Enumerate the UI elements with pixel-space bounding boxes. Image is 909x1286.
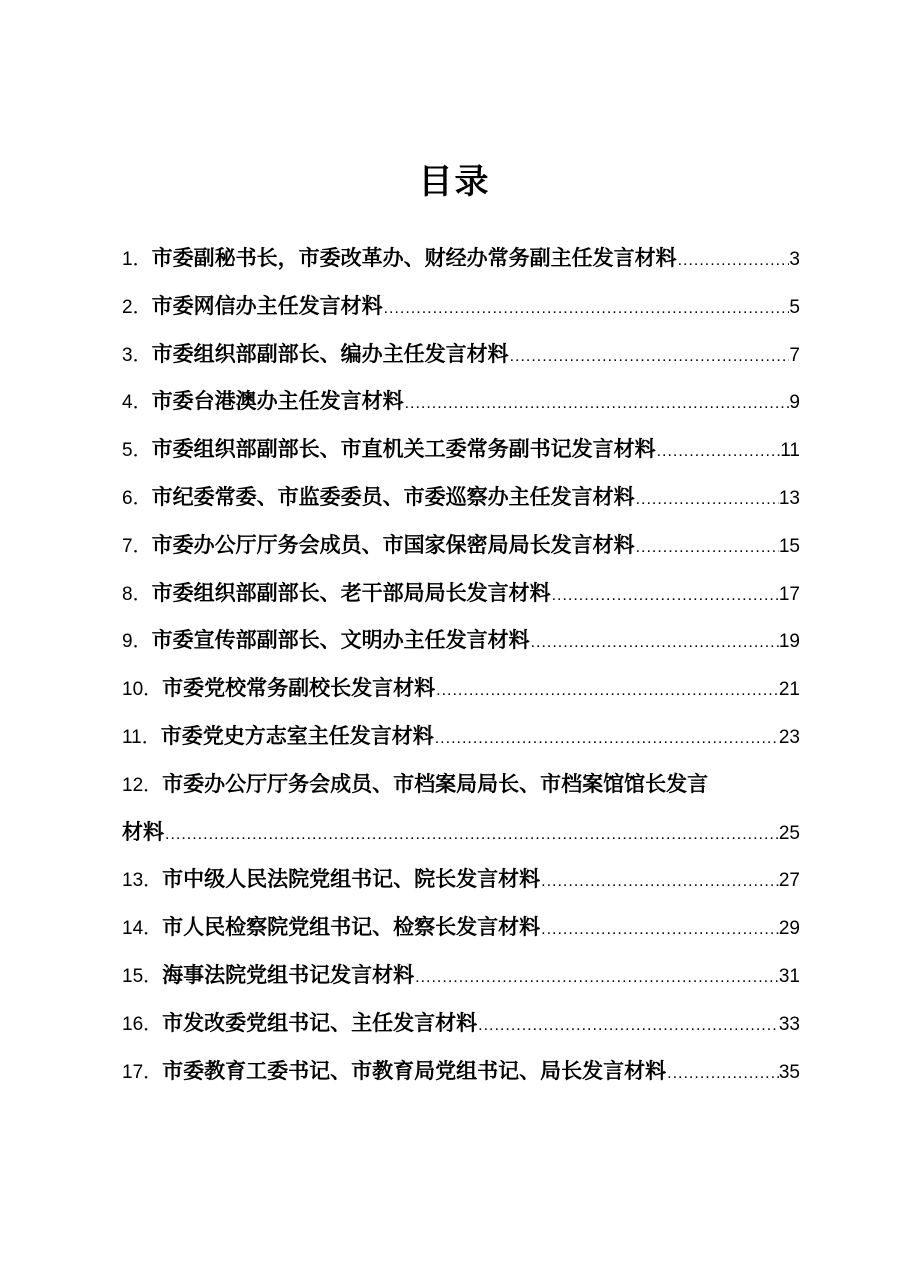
toc-entry-page: 21 (778, 679, 800, 701)
toc-entry (122, 1047, 800, 1095)
toc-entry-title: 市委组织部副部长、老干部局局长发言材料 (151, 579, 551, 605)
toc-leader-dots (164, 811, 779, 859)
toc-entry-title-line2: 材料 (122, 818, 164, 844)
toc-leader-dots (635, 476, 779, 524)
toc-leader-dots (666, 1050, 779, 1098)
toc-list (122, 234, 800, 1094)
toc-entry-number: 7． (122, 535, 152, 557)
toc-entry-number: 3． (122, 344, 152, 366)
toc-entry-page: 23 (778, 726, 800, 748)
toc-entry (122, 330, 800, 378)
toc-entry-title: 市委宣传部副部长、文明办主任发言材料 (151, 627, 530, 653)
toc-entry-page: 25 (778, 822, 800, 844)
toc-entry-title: 市委教育工委书记、市教育局党组书记、局长发言材料 (162, 1057, 667, 1083)
toc-leader-dots (530, 619, 779, 667)
toc-entry-number: 9． (122, 631, 152, 653)
toc-entry-title: 市委党史方志室主任发言材料 (160, 722, 434, 748)
toc-entry-number: 11． (122, 726, 161, 748)
toc-leader-dots (540, 906, 779, 954)
toc-entry-page: 27 (778, 870, 800, 892)
toc-entry-title: 市委党校常务副校长发言材料 (162, 675, 436, 701)
toc-entry-title: 市中级人民法院党组书记、院长发言材料 (162, 866, 541, 892)
toc-entry (122, 569, 800, 617)
toc-entry-page: 35 (778, 1061, 800, 1083)
toc-entry-title: 市委副秘书长，市委改革办、财经办常务副主任发言材料 (151, 245, 677, 270)
toc-entry (122, 903, 800, 951)
toc-entry-title-line1: 市委办公厅厅务会成员、市档案局局长、市档案馆馆长发言 (162, 770, 709, 796)
toc-entry-page: 19 (778, 631, 800, 653)
toc-entry-title: 市纪委常委、市监委委员、市委巡察办主任发言材料 (151, 483, 635, 509)
toc-leader-dots (551, 572, 779, 620)
toc-entry-number: 16． (122, 1013, 163, 1035)
toc-entry (122, 664, 800, 712)
toc-entry-page: 11 (780, 440, 800, 462)
toc-entry-page: 17 (778, 583, 800, 605)
toc-entry-title: 海事法院党组书记发言材料 (162, 961, 415, 987)
toc-leader-dots (677, 237, 790, 285)
toc-entry-number: 12． (122, 774, 163, 796)
toc-leader-dots (434, 715, 779, 763)
toc-entry-title: 市人民检察院党组书记、检察长发言材料 (162, 914, 541, 940)
toc-entry-number: 13． (122, 870, 163, 892)
toc-entry-page: 15 (778, 535, 800, 557)
toc-entry (122, 760, 800, 808)
toc-entry (122, 712, 800, 760)
toc-entry-title: 市委台港澳办主任发言材料 (151, 388, 404, 414)
toc-entry-number: 5． (122, 440, 152, 462)
toc-entry (122, 521, 800, 569)
toc-entry-page: 3 (789, 249, 800, 270)
toc-leader-dots (509, 333, 790, 381)
toc-entry-number: 10． (122, 679, 163, 701)
toc-entry-number: 15． (122, 965, 163, 987)
toc-entry-title: 市委网信办主任发言材料 (151, 292, 383, 318)
toc-entry-page: 9 (789, 392, 800, 414)
toc-leader-dots (404, 380, 790, 428)
toc-leader-dots (635, 524, 779, 572)
toc-entry (122, 473, 800, 521)
toc-entry (122, 282, 800, 330)
toc-entry-title: 市委组织部副部长、编办主任发言材料 (151, 340, 509, 366)
toc-leader-dots (477, 1002, 779, 1050)
toc-entry-page: 29 (778, 918, 800, 940)
toc-entry (122, 855, 800, 903)
toc-entry (122, 234, 800, 282)
toc-entry-number: 8． (122, 583, 152, 605)
toc-entry-number: 4． (122, 392, 152, 414)
toc-entry-title: 市发改委党组书记、主任发言材料 (162, 1009, 478, 1035)
toc-entry-number: 1． (122, 249, 152, 270)
toc-entry (122, 951, 800, 999)
toc-entry-page: 5 (789, 296, 800, 318)
toc-entry-number: 17． (122, 1061, 163, 1083)
toc-entry-number: 6． (122, 487, 152, 509)
toc-entry-page: 33 (778, 1013, 800, 1035)
toc-title: 目录 (418, 162, 491, 202)
toc-leader-dots (435, 667, 779, 715)
toc-entry (122, 377, 800, 425)
toc-entry-title: 市委组织部副部长、市直机关工委常务副书记发言材料 (151, 436, 656, 462)
toc-entry (122, 616, 800, 664)
toc-entry (122, 425, 800, 473)
toc-leader-dots (383, 285, 790, 333)
toc-entry-number: 2． (122, 296, 152, 318)
toc-entry-page: 31 (778, 965, 800, 987)
toc-leader-dots (540, 858, 779, 906)
toc-entry-continuation (122, 808, 800, 856)
toc-entry (122, 999, 800, 1047)
toc-leader-dots (414, 954, 779, 1002)
toc-entry-page: 7 (789, 344, 800, 366)
toc-leader-dots (656, 428, 781, 476)
toc-entry-title: 市委办公厅厅务会成员、市国家保密局局长发言材料 (151, 531, 635, 557)
toc-entry-number: 14． (122, 918, 163, 940)
toc-entry-page: 13 (778, 487, 800, 509)
